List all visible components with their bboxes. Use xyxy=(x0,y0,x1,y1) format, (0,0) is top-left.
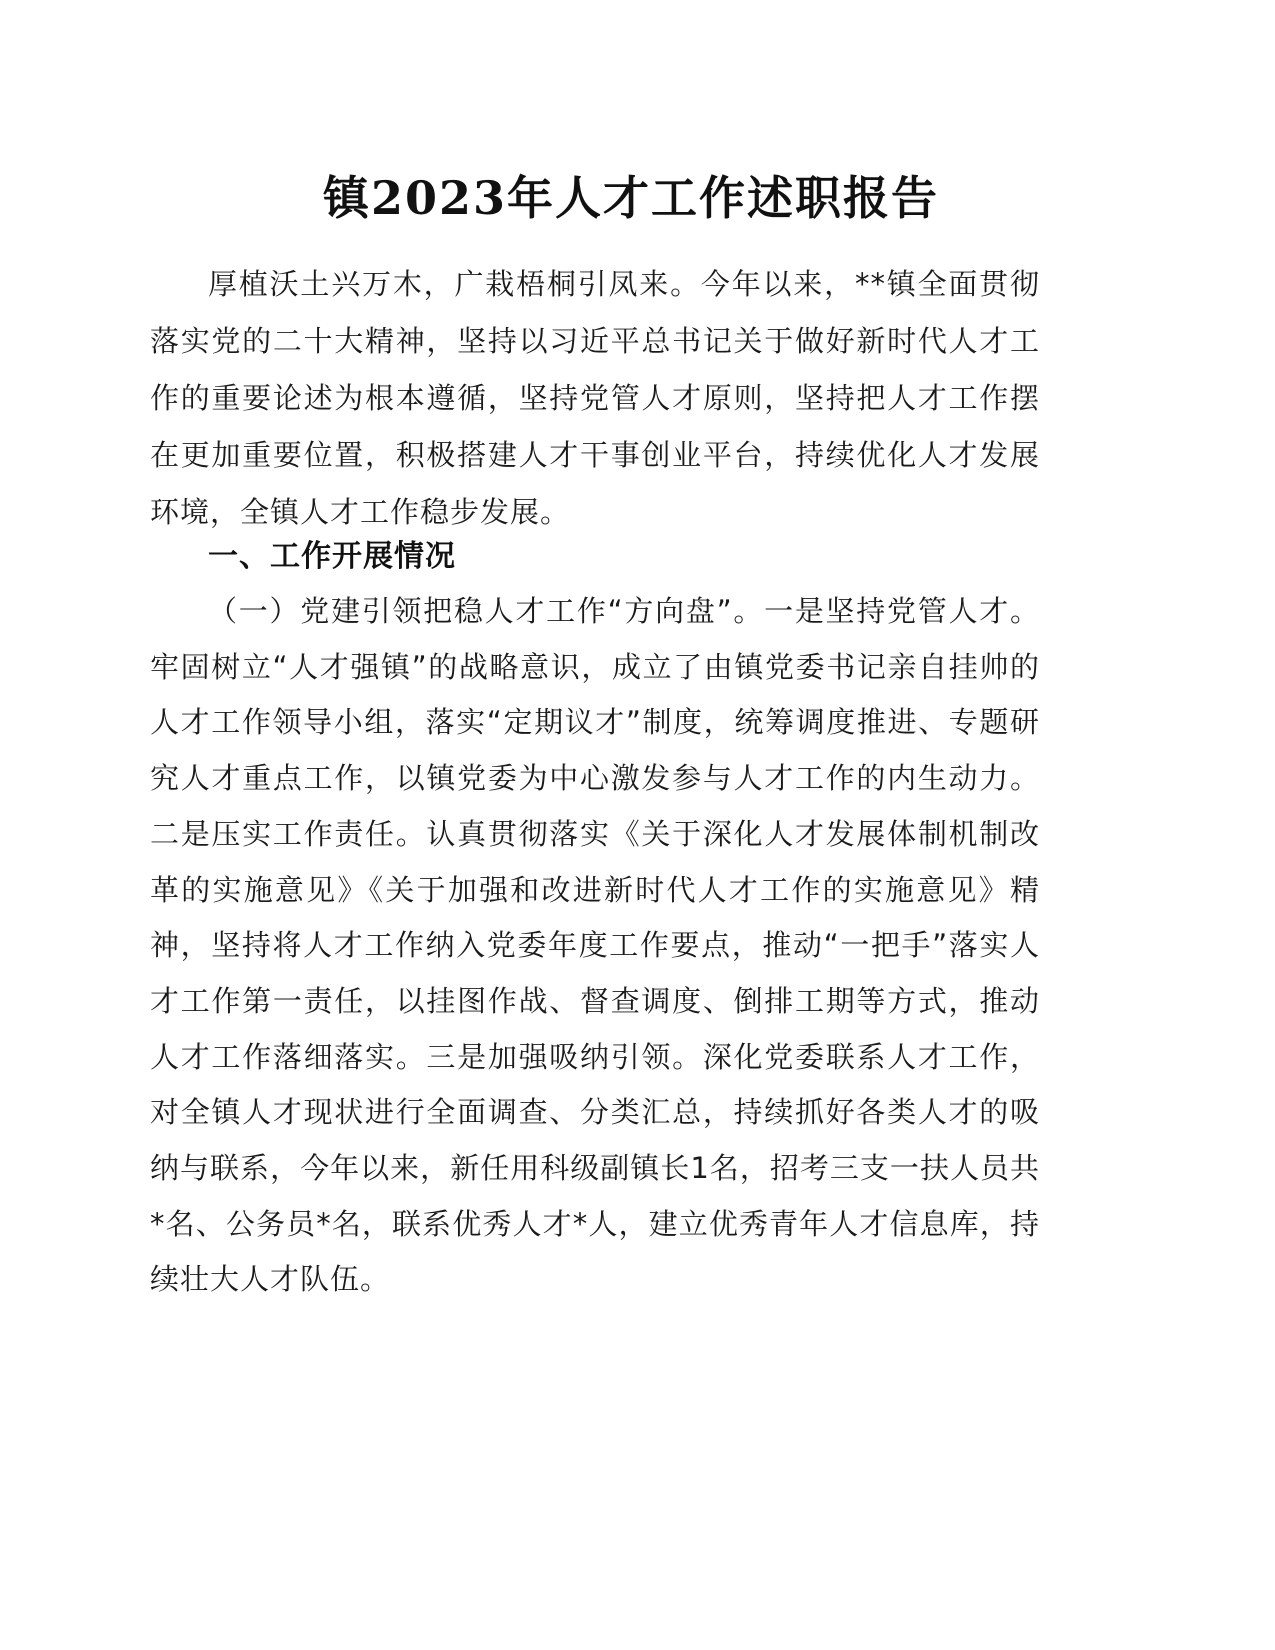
section-heading: 一、工作开展情况 xyxy=(208,539,456,574)
subsection-paragraph: （一）党建引领把稳人才工作“方向盘”。一是坚持党管人才。牢固树立“人才强镇”的战略意识，成立了由镇党委书记亲自挂帅的人才工作领导小组，落实“定期议才”制度，统筹调度推进、专题研究人才重点工作，以镇党委为中心激发参与人才工作的内生动力。二是压实工作责任。认真贯彻落实《关于深化人才发展体制机制改革的实施意见》《关于加强和改进新时代人才工作的实施意见》精神，坚持将人才工作纳入党委年度工作要点，推动“一把手”落实人才工作第一责任，以挂图作战、督查调度、倒排工期等方式，推动人才工作落细落实。三是加强吸纳引领。深化党委联系人才工作，对全镇人才现状进行全面调查、分类汇总，持续抓好各类人才的吸纳与联系，今年以来，新任用科级副镇长1名，招考三支一扶人员共*名、公务员*名，联系优秀人才*人，建立优秀青年人才信息库，持续壮大人才队伍。 xyxy=(150,594,1040,1297)
intro-paragraph: 厚植沃土兴万木，广栽梧桐引凤来。今年以来，**镇全面贯彻落实党的二十大精神，坚持以习近平总书记关于做好新时代人才工作的重要论述为根本遵循，坚持党管人才原则，坚持把人才工作摆在更加重要位置，积极搭建人才干事创业平台，持续优化人才发展环境，全镇人才工作稳步发展。 xyxy=(150,267,1040,529)
document-title: 镇2023年人才工作述职报告 xyxy=(322,171,940,225)
